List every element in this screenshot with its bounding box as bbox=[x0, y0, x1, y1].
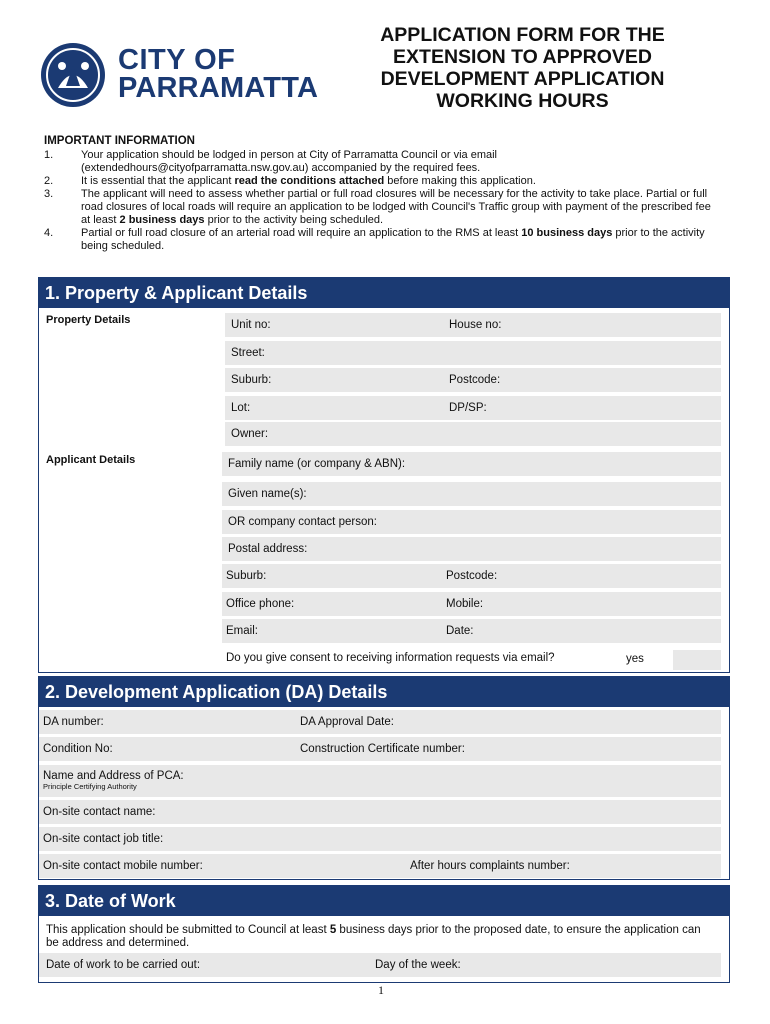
onsite-name-label: On-site contact name: bbox=[43, 806, 156, 818]
lot-dpsp-field[interactable] bbox=[225, 396, 721, 420]
info-item-text: Partial or full road closure of an arterial road will require an application to the RMS at least bbox=[81, 227, 522, 239]
given-names-field[interactable] bbox=[222, 482, 721, 506]
family-name-label: Family name (or company & ABN): bbox=[228, 458, 406, 470]
email-label: Email: bbox=[226, 625, 258, 637]
info-item-emphasis: 10 business days bbox=[521, 227, 613, 239]
info-item-number: 4. bbox=[44, 227, 54, 239]
date-of-work-notice bbox=[46, 924, 716, 950]
applicant-details-label: Applicant Details bbox=[46, 454, 136, 466]
email-date-field[interactable] bbox=[222, 619, 721, 643]
street-field[interactable] bbox=[225, 341, 721, 365]
info-item bbox=[44, 188, 714, 227]
title-line: APPLICATION FORM FOR THE bbox=[380, 24, 665, 46]
da-number-label: DA number: bbox=[43, 716, 104, 728]
onsite-title-field[interactable] bbox=[39, 827, 721, 851]
suburb-label: Suburb: bbox=[231, 374, 272, 386]
info-item bbox=[44, 149, 714, 175]
family-name-field[interactable] bbox=[222, 452, 721, 476]
notice-emphasis: 5 bbox=[329, 924, 337, 936]
important-information bbox=[44, 135, 714, 253]
info-list bbox=[44, 149, 714, 253]
email-consent-question: Do you give consent to receiving information requests via email? bbox=[226, 652, 555, 664]
after-hours-label: After hours complaints number: bbox=[410, 860, 570, 872]
onsite-mobile-label: On-site contact mobile number: bbox=[43, 860, 203, 872]
logo-line-2: PARRAMATTA bbox=[118, 72, 319, 104]
condition-cc-field[interactable] bbox=[39, 737, 721, 761]
company-contact-field[interactable] bbox=[222, 510, 721, 534]
page-number: 1 bbox=[378, 983, 384, 997]
section-development-application bbox=[38, 676, 730, 880]
info-item-number: 1. bbox=[44, 149, 54, 161]
construction-certificate-label: Construction Certificate number: bbox=[300, 743, 465, 755]
info-item-number: 3. bbox=[44, 188, 54, 200]
info-item bbox=[44, 227, 714, 253]
postal-address-label: Postal address: bbox=[228, 543, 308, 555]
onsite-mobile-field[interactable] bbox=[39, 854, 721, 878]
lot-label: Lot: bbox=[231, 402, 251, 414]
phone-mobile-field[interactable] bbox=[222, 592, 721, 616]
onsite-name-field[interactable] bbox=[39, 800, 721, 824]
notice-text: This application should be submitted to Council at least bbox=[46, 924, 330, 936]
email-consent-answer: yes bbox=[626, 653, 644, 665]
applicant-postcode-label: Postcode: bbox=[446, 570, 498, 582]
date-label: Date: bbox=[446, 625, 474, 637]
section-2-heading: 2. Development Application (DA) Details bbox=[39, 677, 729, 707]
applicant-suburb-postcode-field[interactable] bbox=[222, 564, 721, 588]
info-item-text: It is essential that the applicant bbox=[81, 175, 235, 187]
day-of-week-label: Day of the week: bbox=[375, 959, 461, 971]
company-contact-label: OR company contact person: bbox=[228, 516, 377, 528]
da-approval-date-label: DA Approval Date: bbox=[300, 716, 394, 728]
owner-label: Owner: bbox=[231, 428, 269, 440]
email-consent-field[interactable] bbox=[673, 650, 721, 670]
info-item-text: prior to the activity being scheduled. bbox=[204, 214, 384, 226]
house-no-label: House no: bbox=[449, 319, 502, 331]
form-title bbox=[335, 24, 710, 112]
condition-no-label: Condition No: bbox=[43, 743, 113, 755]
onsite-title-label: On-site contact job title: bbox=[43, 833, 164, 845]
city-crest-icon bbox=[40, 42, 106, 108]
pca-label: Name and Address of PCA: bbox=[43, 770, 184, 782]
date-of-work-label: Date of work to be carried out: bbox=[46, 959, 201, 971]
section-3-heading: 3. Date of Work bbox=[39, 886, 729, 916]
info-item-text: The applicant will need to assess whether partial or full road closures will be necessary for the activity to take place. Partial or full road closures of local roads will require an application to be lodged with Council's Traffic group with payment of the prescribed fee at least bbox=[81, 188, 711, 226]
date-of-work-field[interactable] bbox=[39, 953, 721, 977]
street-label: Street: bbox=[231, 347, 265, 359]
applicant-suburb-label: Suburb: bbox=[226, 570, 267, 582]
info-item-number: 2. bbox=[44, 175, 54, 187]
title-line: DEVELOPMENT APPLICATION bbox=[380, 68, 665, 90]
pca-field[interactable] bbox=[39, 765, 721, 797]
unit-house-field[interactable] bbox=[225, 313, 721, 337]
given-names-label: Given name(s): bbox=[228, 488, 307, 500]
postal-address-field[interactable] bbox=[222, 537, 721, 561]
dpsp-label: DP/SP: bbox=[449, 402, 487, 414]
section-1-heading: 1. Property & Applicant Details bbox=[39, 278, 729, 308]
section-date-of-work bbox=[38, 885, 730, 983]
info-item bbox=[44, 175, 714, 188]
title-line: WORKING HOURS bbox=[436, 90, 609, 112]
pca-sublabel: Principle Certifying Authority bbox=[43, 782, 137, 791]
info-heading: IMPORTANT INFORMATION bbox=[44, 135, 195, 147]
da-number-field[interactable] bbox=[39, 710, 721, 734]
info-item-text: prior to the activity being scheduled. bbox=[81, 227, 705, 252]
logo-line-1: CITY OF bbox=[118, 44, 236, 76]
title-line: EXTENSION TO APPROVED bbox=[393, 46, 652, 68]
info-item-text: before making this application. bbox=[384, 175, 536, 187]
suburb-postcode-field[interactable] bbox=[225, 368, 721, 392]
mobile-label: Mobile: bbox=[446, 598, 484, 610]
property-details-label: Property Details bbox=[46, 314, 131, 326]
city-of-parramatta-logo bbox=[40, 40, 330, 110]
unit-no-label: Unit no: bbox=[231, 319, 271, 331]
section-property-applicant bbox=[38, 277, 730, 673]
info-item-text: Your application should be lodged in person at City of Parramatta Council or via email (extendedhours@cityofparramatta.nsw.gov.au) accompanied by the required fees. bbox=[81, 149, 497, 174]
office-phone-label: Office phone: bbox=[226, 598, 295, 610]
notice-text: business days prior to the proposed date, to ensure the application can be address and determined. bbox=[46, 924, 701, 949]
info-item-emphasis: read the conditions attached bbox=[234, 175, 385, 187]
owner-field[interactable] bbox=[225, 422, 721, 446]
info-item-emphasis: 2 business days bbox=[119, 214, 205, 226]
postcode-label: Postcode: bbox=[449, 374, 501, 386]
